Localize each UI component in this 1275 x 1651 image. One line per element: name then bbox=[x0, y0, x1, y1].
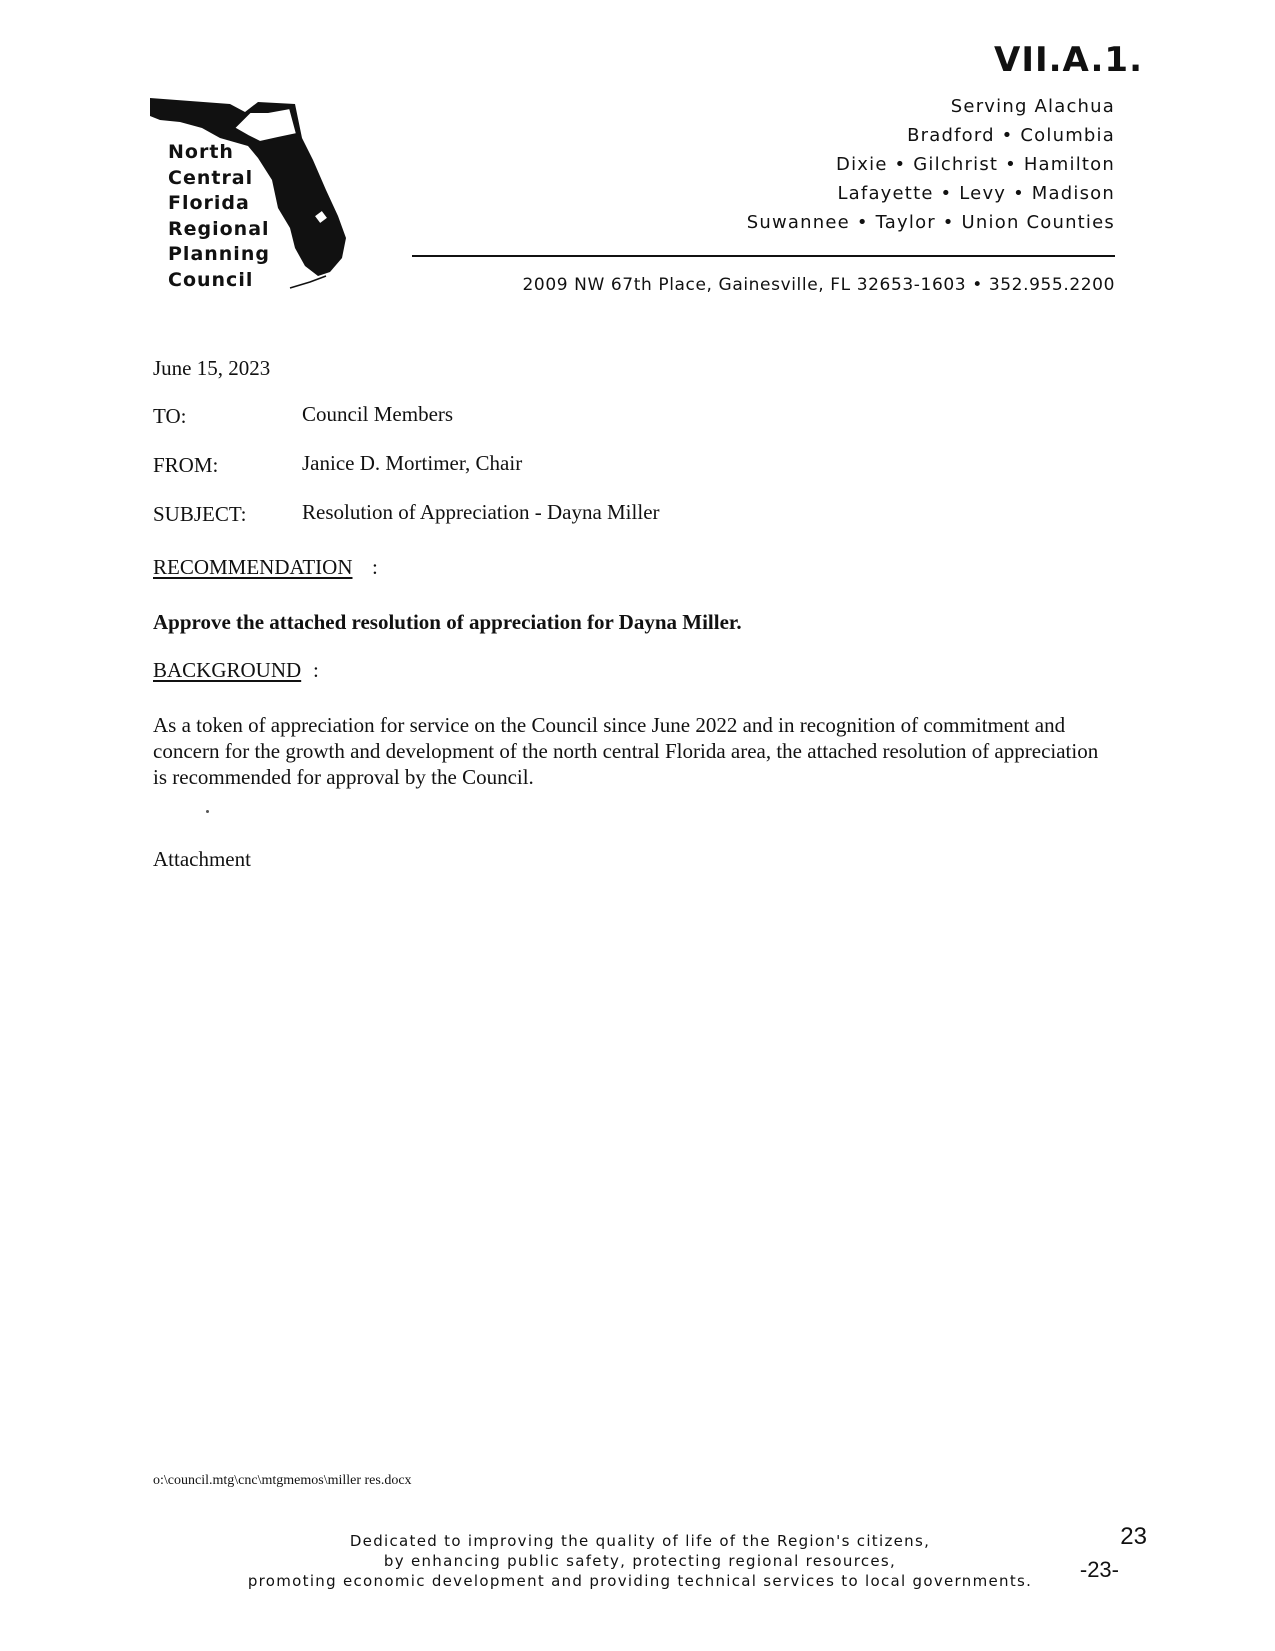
to-value: Council Members bbox=[302, 402, 454, 426]
footer-line: by enhancing public safety, protecting regional resources, bbox=[383, 1552, 897, 1570]
page-number: 23 bbox=[1120, 1523, 1147, 1550]
serving-counties bbox=[747, 92, 1115, 237]
org-name-line: Regional bbox=[168, 217, 270, 240]
recommendation-heading: RECOMMENDATION bbox=[153, 555, 353, 579]
stray-mark bbox=[206, 810, 209, 813]
file-path: o:\council.mtg\cnc\mtgmemos\miller res.docx bbox=[153, 1473, 412, 1488]
recommendation-text: Approve the attached resolution of appreciation for Dayna Miller. bbox=[153, 610, 742, 634]
to-label: TO: bbox=[153, 404, 187, 428]
org-name-line: Planning bbox=[168, 243, 270, 265]
heading-colon: : bbox=[372, 555, 378, 579]
org-name-line: Council bbox=[168, 268, 254, 291]
serving-line: Serving Alachua bbox=[950, 96, 1115, 117]
subject-value: Resolution of Appreciation - Dayna Miller bbox=[302, 500, 660, 524]
serving-line: Bradford • Columbia bbox=[907, 125, 1115, 146]
subject-label: SUBJECT: bbox=[153, 502, 247, 526]
agenda-item-number: VII.A.1. bbox=[994, 40, 1143, 80]
ncfrpc-logo bbox=[150, 98, 360, 303]
letterhead-address: 2009 NW 67th Place, Gainesville, FL 32653-1603 • 352.955.2200 bbox=[522, 275, 1115, 295]
serving-line: Suwannee • Taylor • Union Counties bbox=[746, 212, 1115, 233]
footer-mission bbox=[170, 1531, 1110, 1591]
from-value: Janice D. Mortimer, Chair bbox=[302, 451, 523, 475]
footer-line: promoting economic development and providing technical services to local governments. bbox=[247, 1572, 1033, 1590]
heading-colon: : bbox=[313, 658, 319, 682]
org-name bbox=[168, 140, 270, 293]
background-text: As a token of appreciation for service on the Council since June 2022 and in recognition of commitment and concern for the growth and development of the north central Florida area, the attached resolution of appreciation is recommended for approval by the Council. bbox=[153, 713, 1099, 789]
footer-line: Dedicated to improving the quality of life of the Region's citizens, bbox=[349, 1532, 931, 1550]
from-label: FROM: bbox=[153, 453, 219, 477]
memo-date: June 15, 2023 bbox=[153, 356, 271, 380]
serving-line: Lafayette • Levy • Madison bbox=[837, 183, 1115, 204]
org-name-line: Florida bbox=[168, 192, 250, 214]
org-name-line: Central bbox=[168, 166, 254, 189]
attachment-label: Attachment bbox=[153, 847, 251, 871]
serving-line: Dixie • Gilchrist • Hamilton bbox=[836, 154, 1115, 175]
letterhead-divider bbox=[412, 255, 1115, 257]
org-name-line: North bbox=[168, 141, 234, 163]
page-number-alt: -23- bbox=[1079, 1557, 1119, 1582]
background-heading: BACKGROUND bbox=[153, 658, 302, 682]
